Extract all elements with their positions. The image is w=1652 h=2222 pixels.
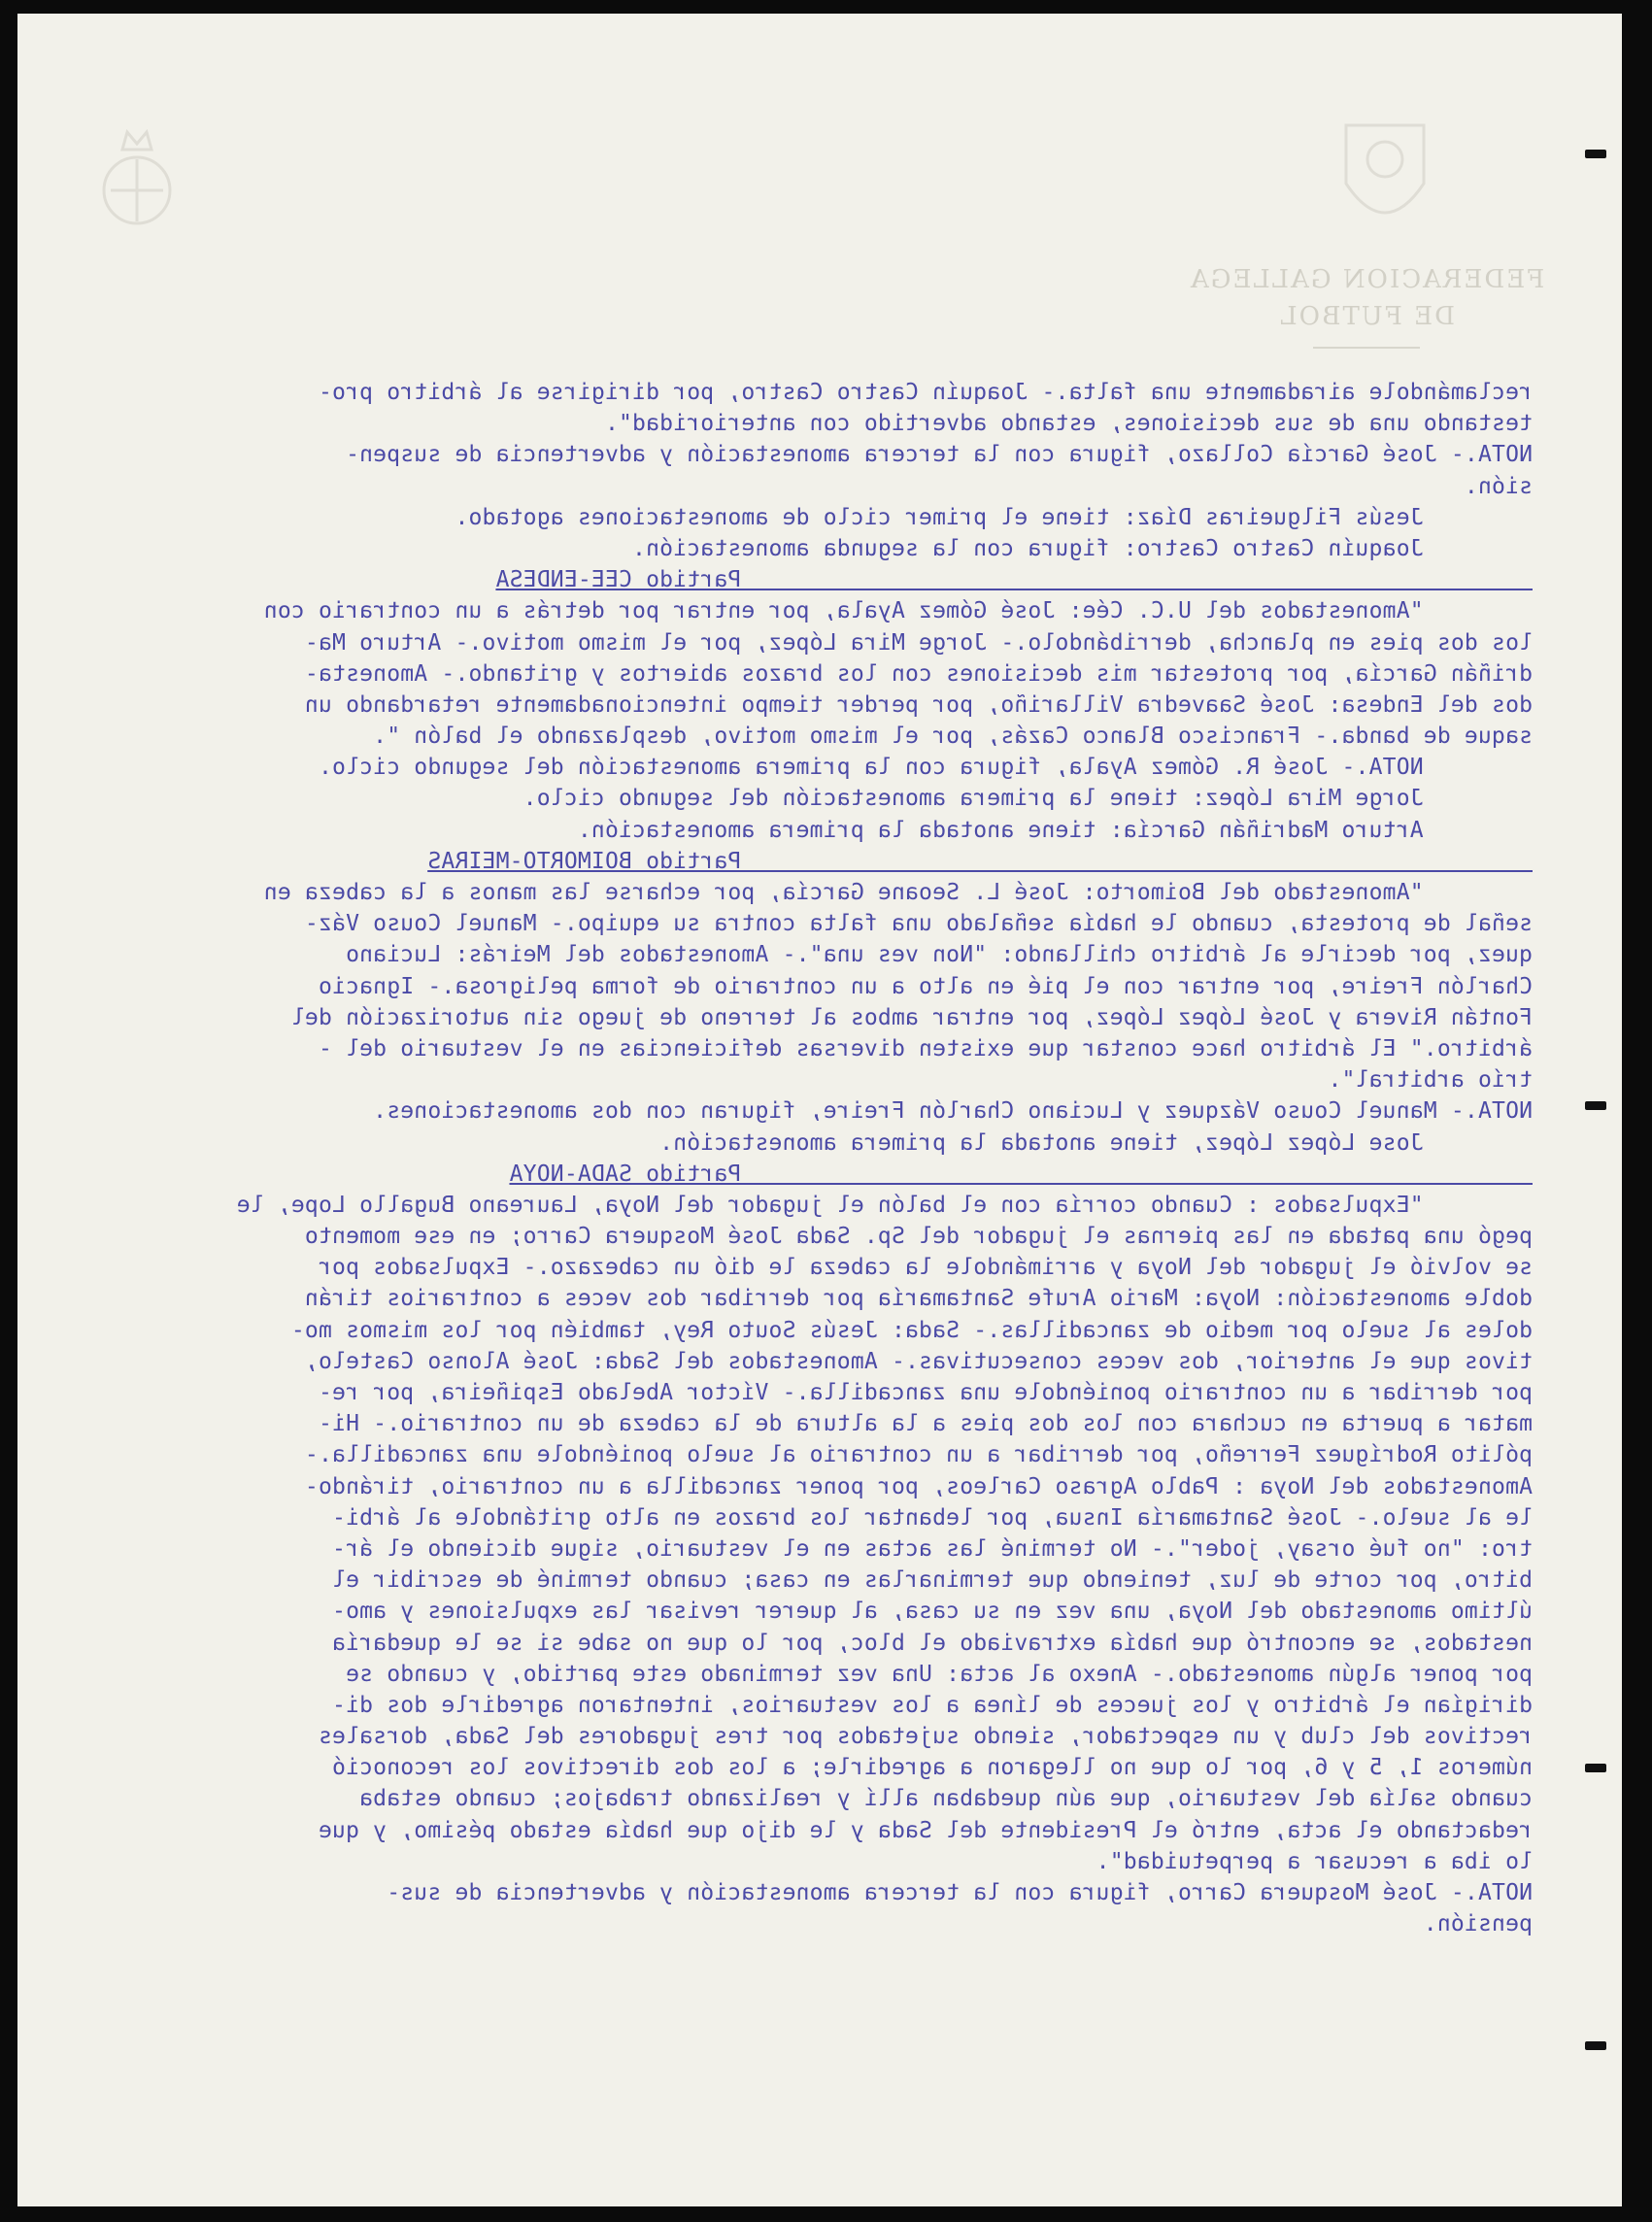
text-line: pegó una patada en las piernas el jugador del Sp. Sada José Mosquera Carro; en ese momento <box>304 1224 1533 1250</box>
text-line: quez, por decirle al árbitro chillando: "Non ves una".- Amonestados del Meirás: Luciano <box>345 942 1533 968</box>
typed-report-text <box>17 377 1533 1939</box>
binder-tab <box>1585 1101 1606 1110</box>
text-line: NOTA.- José García Collazo, figura con la tercera amonestación y advertencia de suspen- <box>345 442 1533 468</box>
text-line: Jose López López, tiene anotada la primera amonestación. <box>658 1129 1533 1156</box>
text-line: Amonestados del Noya : Pablo Agraso Carleos, por poner zancadilla a un contrario, tirándo- <box>304 1473 1533 1499</box>
text-line: Charlón Freire, por entrar con el pié en alto a un contrario de forma peligrosa.- Ignacio <box>318 973 1533 999</box>
text-line: doble amonestación: Noya: Mario Arufe Santamaría por derribar dos veces a contrarios tirán <box>304 1286 1533 1312</box>
text-line: Joaquín Castro Castro: figura con la segunda amonestación. <box>631 535 1533 561</box>
text-line: matar a puerta en cuchara con los dos pies a la altura de la cabeza de un contrario.- Hi- <box>318 1411 1533 1437</box>
text-line: trío arbitral". <box>1328 1067 1533 1094</box>
federation-emblem-icon <box>1336 106 1433 252</box>
text-line: NOTA.- Manuel Couso Vázquez y Luciano Charlón Freire, figuran con dos amonestaciones. <box>372 1098 1533 1125</box>
crest-icon <box>93 120 181 237</box>
text-line: le al suelo.- José Santamaría Insua, por lebantar los brazos en alto gritándole al árbi- <box>331 1504 1533 1531</box>
text-line: se volvió el jugador del Noya y arrimándole la cabeza le dió un cabezazo.- Expulsados por <box>318 1255 1533 1281</box>
text-line: Jorge Mira López: tiene la primera amonestación del segundo ciclo. <box>523 786 1533 812</box>
text-line: números 1, 5 y 6, por lo que no llegaron a agredirle; a los dos directivos los reconoció <box>331 1755 1533 1781</box>
text-line: árbitro." El árbitro hace constar que existen diversas deficiencias en el vestuario del - <box>318 1035 1533 1061</box>
text-line: lo iba a recusar a perpetuidad". <box>1096 1848 1533 1874</box>
letterhead-line-1: FEDERACION GALLEGA <box>1188 265 1544 294</box>
text-line: "Amonestado del Boimorto: José L. Seoane García, por echarse las manos a la cabeza en <box>263 880 1533 905</box>
text-line: driñán García, por protestar mis decisiones con los brazos abiertos y gritando.- Amonesta- <box>304 660 1533 687</box>
text-line: último amonestado del Noya, una vez en su casa, al querer revisar las expulsiones y amo- <box>331 1599 1533 1625</box>
text-line: por poner algún amonestado.- Anexo al acta: Una vez terminado este partido, y cuando se <box>345 1661 1533 1687</box>
document-page <box>17 14 1622 2206</box>
text-line: nestados, se encontró que había extraviado el bloc, por lo que no sabe si se le quedaría <box>331 1630 1533 1656</box>
text-line: sión. <box>1464 473 1533 499</box>
text-line: tivos que el anterior, dos veces consecutivas.- Amonestados del Sada: José Alonso Castelo, <box>304 1348 1533 1374</box>
binder-tab <box>1585 150 1606 158</box>
text-line: rectivos del club y un espectador, siendo sujetados por tres jugadores del Sada, dorsales <box>318 1724 1533 1750</box>
text-line: NOTA.- José R. Gómez Ayala, figura con la primera amonestación del segundo ciclo. <box>318 755 1533 781</box>
text-line: cuando salía del vestuario, que aún quedaban allí y realizando trabajos; cuando estaba <box>358 1786 1533 1812</box>
letterhead <box>1189 261 1544 349</box>
text-line: "Expulsados : Cuando corría con el balón el jugador del Noya, Laureano Bugallo Lope, le <box>236 1192 1533 1218</box>
text-line: pólito Rodríguez Ferreño, por derribar a un contrario al suelo poniéndole una zancadilla.- <box>304 1442 1533 1468</box>
text-line: testando una de sus decisiones, estando advertido con anterioridad". <box>604 411 1533 437</box>
text-line: los dos pies en plancha, derribándolo.- Jorge Mira López, por el mismo motivo.- Arturo Ma- <box>304 629 1533 656</box>
text-line: bitro, por corte de luz, teniendo que terminarlas en casa; cuando terminé de escribir el <box>331 1567 1533 1594</box>
text-line: reclamándole airadamente una falta.- Joaquín Castro Castro, por dirigirse al árbitro pro- <box>318 380 1533 405</box>
text-line: tro: "no fué orsay, joder".- No terminé las actas en el vestuario, sigue diciendo el ár- <box>331 1535 1533 1562</box>
match-heading: Partido SADA-NOYA <box>509 1161 1533 1187</box>
match-heading: Partido BOIMORTO-MEIRAS <box>427 848 1533 874</box>
letterhead-line-2: DE FUTBOL <box>1278 302 1455 331</box>
binder-tab <box>1585 1764 1606 1772</box>
text-line: pensión. <box>1423 1911 1533 1937</box>
text-line: redactando el acta, entró el Presidente del Sada y le dijo que había estado pésimo, y que <box>318 1817 1533 1843</box>
text-line: NOTA.- José Mosquera Carro, figura con la tercera amonestación y advertencia de sus- <box>387 1880 1533 1905</box>
text-line: dos del Endesa: José Saavedra Villariño, por perder tiempo intencionadamente retardando un <box>304 691 1533 718</box>
text-line: Fontán Rivera y José López López, por entrar ambos al terreno de juego sin autorización del <box>290 1004 1533 1030</box>
binder-tab <box>1585 2041 1606 2050</box>
text-line: dirigían el árbitro y los jueces de línea a los vestuarios, intentaron agredirle dos di- <box>331 1692 1533 1718</box>
letterhead-rule <box>1313 347 1420 349</box>
text-line: "Amonestados del U.C. Cée: José Gómez Ayala, por entrar por detrás a un contrario con <box>263 598 1533 624</box>
text-line: Arturo Madriñán García: tiene anotada la primera amonestación. <box>577 817 1533 843</box>
text-line: Jesús Filgueiras Díaz: tiene el primer ciclo de amonestaciones agotado. <box>455 504 1533 530</box>
text-line: doles al suelo por medio de zancadillas.- Sada: Jesús Souto Rey, también por los mismos mo- <box>290 1317 1533 1343</box>
match-heading: Partido CEE-ENDESA <box>495 567 1533 593</box>
text-line: señal de protesta, cuando le había señalado una falta contra su equipo.- Manuel Couso Váz- <box>304 911 1533 937</box>
text-line: por derribar a un contrario poniéndole una zancadilla.- Víctor Abelado Espiñeira, por re- <box>318 1380 1533 1405</box>
text-line: saque de banda.- Francisco Blanco Cazás, por el mismo motivo, desplazando el balón ". <box>372 724 1533 750</box>
